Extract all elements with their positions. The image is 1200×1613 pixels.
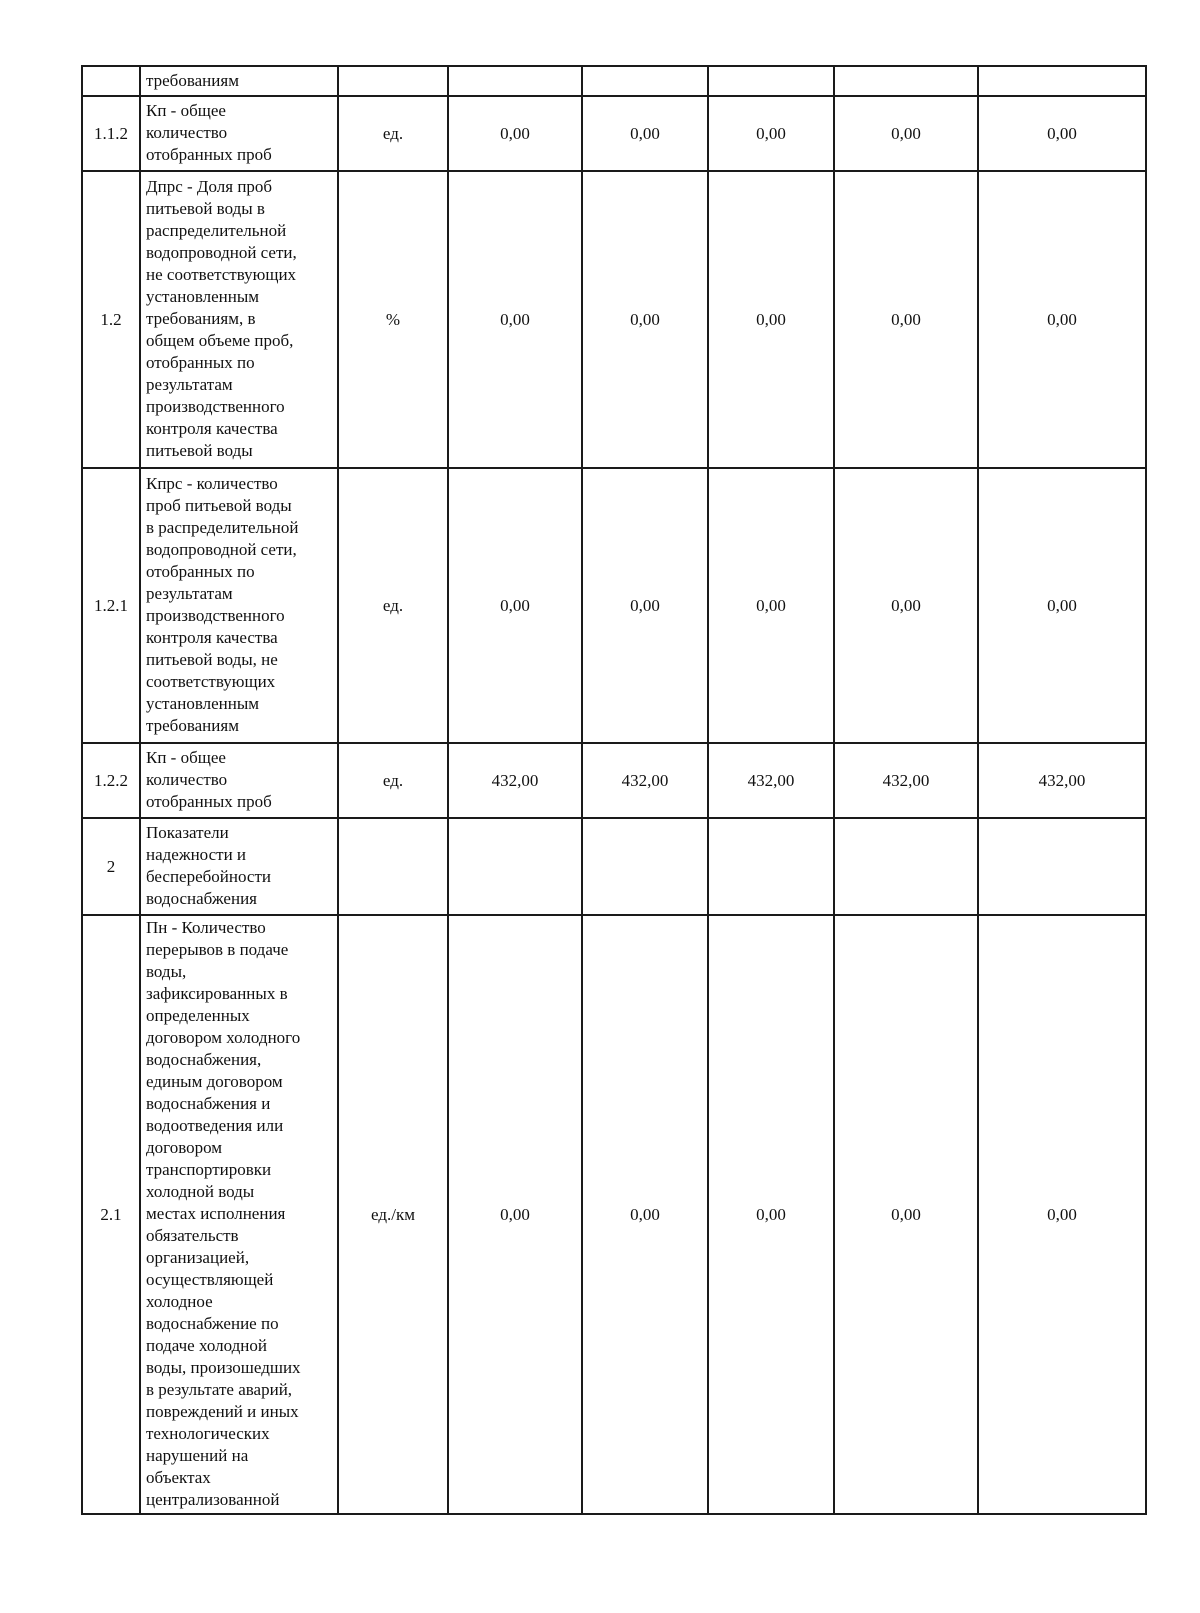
value-cell: 432,00 (834, 743, 978, 818)
value-cell (448, 818, 582, 915)
unit-cell: % (338, 171, 448, 468)
value-cell (834, 818, 978, 915)
value-cell (978, 818, 1146, 915)
table-row (82, 171, 1146, 468)
value-cell (708, 66, 834, 96)
value-cell: 0,00 (582, 171, 708, 468)
value-cell: 0,00 (708, 468, 834, 743)
indicator-name: требованиям (140, 66, 338, 96)
unit-cell (338, 818, 448, 915)
row-number: 2 (82, 818, 140, 915)
table-row (82, 468, 1146, 743)
value-cell: 0,00 (834, 915, 978, 1514)
row-number: 2.1 (82, 915, 140, 1514)
row-number: 1.2 (82, 171, 140, 468)
value-cell (582, 818, 708, 915)
value-cell: 0,00 (978, 171, 1146, 468)
value-cell: 0,00 (978, 915, 1146, 1514)
table-row (82, 915, 1146, 1514)
value-cell (834, 66, 978, 96)
unit-cell: ед. (338, 96, 448, 171)
indicators-table (81, 65, 1147, 1515)
value-cell: 0,00 (582, 96, 708, 171)
row-number: 1.1.2 (82, 96, 140, 171)
value-cell: 0,00 (582, 468, 708, 743)
indicator-name: Кп - общее количество отобранных проб (140, 743, 338, 818)
value-cell (448, 66, 582, 96)
value-cell: 0,00 (834, 171, 978, 468)
unit-cell (338, 66, 448, 96)
value-cell: 0,00 (708, 915, 834, 1514)
value-cell: 0,00 (448, 468, 582, 743)
table-row (82, 743, 1146, 818)
row-number: 1.2.2 (82, 743, 140, 818)
value-cell: 0,00 (448, 171, 582, 468)
value-cell: 432,00 (582, 743, 708, 818)
value-cell: 432,00 (708, 743, 834, 818)
unit-cell: ед. (338, 743, 448, 818)
indicator-name: Показатели надежности и бесперебойности водоснабжения (140, 818, 338, 915)
indicator-name: Кп - общее количество отобранных проб (140, 96, 338, 171)
row-number: 1.2.1 (82, 468, 140, 743)
indicator-name: Пн - Количество перерывов в подаче воды, зафиксированных в определенных договором холодного водоснабжения, единым договором водоснабжения и водоотведения или договором транспортировки холодной воды местах исполнения обязательств организацией, осуществляющей холодное водоснабжение по подаче холодной воды, произошедших в результате аварий, повреждений и иных технологических нарушений на объектах централизованной (140, 915, 338, 1514)
indicator-name: Кпрс - количество проб питьевой воды в распределительной водопроводной сети, отобранных по результатам производственного контроля качества питьевой воды, не соответствующих установленным требованиям (140, 468, 338, 743)
indicator-name: Дпрс - Доля проб питьевой воды в распределительной водопроводной сети, не соответствующих установленным требованиям, в общем объеме проб, отобранных по результатам производственного контроля качества питьевой воды (140, 171, 338, 468)
table-row (82, 66, 1146, 96)
value-cell: 0,00 (448, 96, 582, 171)
row-number (82, 66, 140, 96)
value-cell: 0,00 (448, 915, 582, 1514)
value-cell: 0,00 (978, 96, 1146, 171)
unit-cell: ед./км (338, 915, 448, 1514)
value-cell: 0,00 (834, 468, 978, 743)
value-cell (978, 66, 1146, 96)
value-cell (708, 818, 834, 915)
value-cell: 0,00 (708, 96, 834, 171)
value-cell: 432,00 (978, 743, 1146, 818)
value-cell: 0,00 (834, 96, 978, 171)
value-cell (582, 66, 708, 96)
value-cell: 0,00 (582, 915, 708, 1514)
table-row (82, 818, 1146, 915)
table-row (82, 96, 1146, 171)
value-cell: 0,00 (978, 468, 1146, 743)
value-cell: 432,00 (448, 743, 582, 818)
unit-cell: ед. (338, 468, 448, 743)
value-cell: 0,00 (708, 171, 834, 468)
